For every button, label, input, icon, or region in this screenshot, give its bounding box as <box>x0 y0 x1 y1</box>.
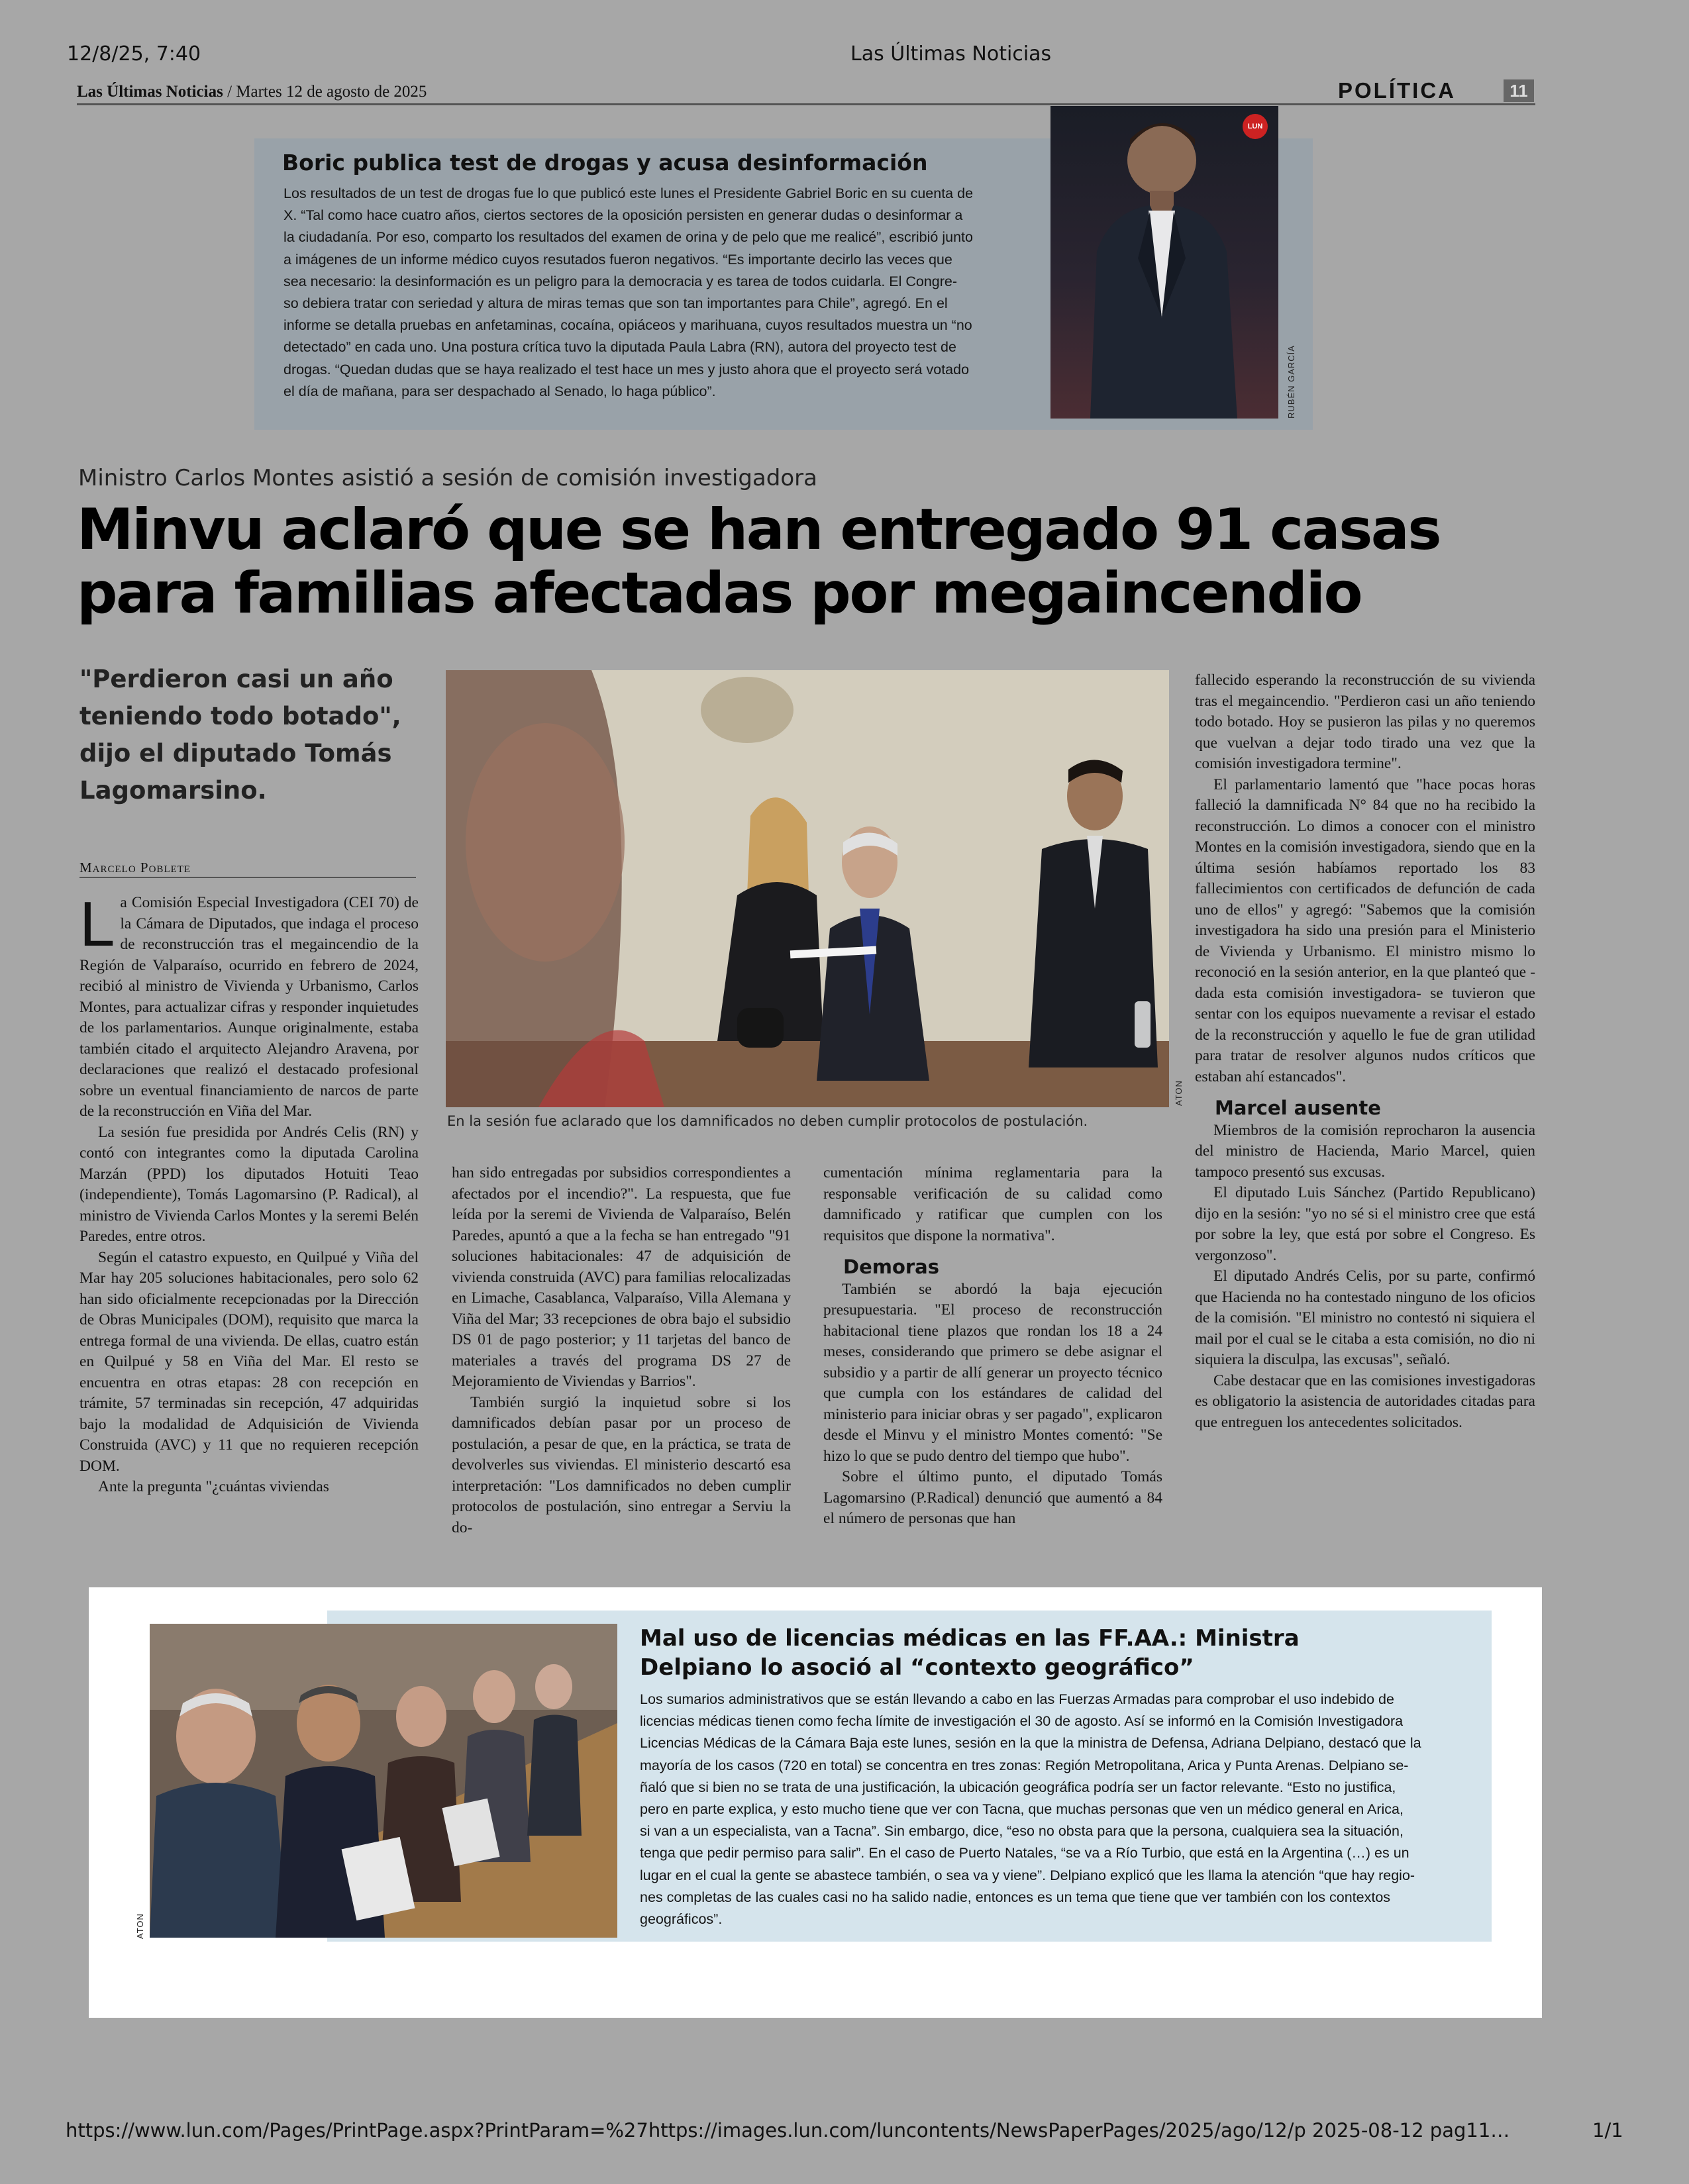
column-3-paragraph-2: También se abordó la baja ejecución presupuestaria. "El proceso de reconstrucción habitacional tiene plazos que rondan los 18 a 24 meses, considerando que primero se debe asignar el subsidio y a partir de allí generar un proyecto técnico que cumpla con los estándares de calidad del ministerio para iniciar obras y ser pagado", explicaron desde el Minvu y el ministro Montes comentó: "Se hizo lo que se pudo dentro del tiempo que hubo". <box>823 1280 1162 1465</box>
top-box-line: sea necesario: la desinformación es un peligro para la democracia y es tarea de todos cuidarla. El Congre- <box>283 273 958 289</box>
column-3-paragraph-3: Sobre el último punto, el diputado Tomás Lagomarsino (P.Radical) denunció que aumentó a 84 el número de personas que han <box>823 1468 1162 1527</box>
bottom-box-line: lugar en el cual la gente se abastece también, o sea va y viene”. Delpiano explicó que les llama la atención “que hay regio- <box>640 1867 1415 1883</box>
byline-rule <box>79 877 416 878</box>
bottom-headline-line-2: Delpiano lo asoció al “contexto geográfico” <box>640 1654 1194 1681</box>
column-3-paragraph-1: cumentación mínima reglamentaria para la responsable verificación de su calidad como damnificado y ratificar que cumplen con los requisitos que dispone la normativa". <box>823 1164 1162 1244</box>
top-box-headline: Boric publica test de drogas y acusa desinformación <box>282 150 928 175</box>
column-2-paragraph-2: También surgió la inquietud sobre si los damnificados debían pasar por un proceso de postulación, a pesar de que, en la práctica, se trata de devolverles sus viviendas. El ministerio descartó esa interpretación: "Los damnificados no deben cumplir protocolos de postulación, sino entregar a Serviu la do- <box>452 1393 791 1536</box>
column-2-paragraph-1: han sido entregadas por subsidios correspondientes a afectados por el incendio?". La respuesta, que fue leída por la seremi de Vivienda de Valparaíso, Belén Paredes, apuntó a que a la fecha se han entregado "91 soluciones habitacionales: 47 de adquisición de vivienda construida (AVC) para familias relocalizadas en Limache, Casablanca, Valparaíso, Villa Alemana y Viña del Mar; 33 recepciones de obra bajo el subsidio DS 01 de pago posterior; y 11 tarjetas del banco de materiales a través del programa DS 27 de Mejoramiento de Viviendas y Barrios". <box>452 1164 791 1390</box>
bottom-box-headline <box>640 1624 1300 1682</box>
boric-photo <box>1050 106 1278 419</box>
bottom-box-line: Los sumarios administrativos que se están llevando a cabo en las Fuerzas Armadas para comprobar el uso indebido de <box>640 1691 1394 1707</box>
column-1-paragraph-3: Según el catastro expuesto, en Quilpué y Viña del Mar hay 205 soluciones habitacionales, pero solo 62 han sido oficialmente recepcionadas por la Dirección de Obras Municipales (DOM), requisito que marca la entrega formal de una vivienda. De ellas, cuatro están en Quilpué y 58 en Viña del Mar. El resto se encuentra en otras etapas: 28 con recepción en trámite, 57 terminadas sin recepción, 47 adquiridas bajo la modalidad de Adquisición de Vivienda Construida (AVC) y 11 que no requieren recepción DOM. <box>79 1248 419 1475</box>
boric-figure <box>1050 106 1278 419</box>
column-4-paragraph-2: El parlamentario lamentó que "hace pocas horas falleció la damnificada N° 84 que no ha recibido la reconstrucción. Lo dimos a conocer con el ministro Montes en la comisión investigadora, siendo que en la última sesión habíamos reportado los 83 fallecimientos con certificados de defunción de cada uno de ellos" y agregó: "Sabemos que la comisión investigadora ha sido una presión para el Ministerio de Vivienda y Urbanismo. El ministro mismo lo reconoció en la sesión anterior, en la que planteó que -dada esta comisión investigadora- se tuvieron que sentar con los equipos nuevamente a revisar el estado de la reconstrucción y aquello le fue de gran utilidad para tratar de resolver algunos nudos críticos que estaban ahí estancados". <box>1195 775 1535 1085</box>
top-box-body <box>283 183 1039 403</box>
photo-caption: En la sesión fue aclarado que los damnificados no deben cumplir protocolos de postulación. <box>447 1113 1088 1129</box>
bottom-box-line: Licencias Médicas de la Cámara Baja este lunes, sesión en la que la ministra de Defensa, Adriana Delpiano, destacó que la <box>640 1735 1421 1752</box>
bottom-box-line: mayoría de los casos (720 en total) se concentra en tres zonas: Región Metropolitana, Arica y Punta Arenas. Delpiano se- <box>640 1757 1409 1773</box>
top-photo-credit: RUBÉN GARCÍA <box>1286 345 1296 419</box>
bottom-box-body <box>640 1689 1478 1930</box>
bottom-box-line: nes completas de las cuales casi no ha salido nadie, entonces es un tema que tiene que ver también con los contextos <box>640 1889 1391 1905</box>
pull-quote: "Perdieron casi un año teniendo todo botado", dijo el diputado Tomás Lagomarsino. <box>79 665 401 805</box>
column-1-text: a Comisión Especial Investigadora (CEI 70) de la Cámara de Diputados, que indaga el proceso de reconstrucción tras el megaincendio de la Región de Valparaíso, ocurrido en febrero de 2024, recibió al ministro de Vivienda y Urbanismo, Carlos Montes, para actualizar cifras y responder inquietudes de los parlamentarios. Aunque originalmente, estaba también citado el arquitecto Alejandro Aravena, por declaraciones que realizó el destacado profesional sobre un eventual financiamiento de narcos de parte de la reconstrucción en Viña del Mar. <box>79 894 419 1120</box>
top-box-line: informe se detalla pruebas en anfetaminas, cocaína, opiáceos y marihuana, cuyos resultados muestra un “no <box>283 317 972 334</box>
print-page-count: 1/1 <box>1592 2119 1623 2142</box>
subhead-marcel-ausente: Marcel ausente <box>1215 1097 1381 1119</box>
drop-cap: L <box>79 889 115 960</box>
page-number: 11 <box>1504 79 1534 102</box>
session-scene <box>446 670 1169 1107</box>
masthead <box>77 83 427 101</box>
defense-photo <box>150 1624 617 1938</box>
masthead-date: / Martes 12 de agosto de 2025 <box>223 83 427 101</box>
top-box-line: a imágenes de un informe médico cuyos resutados fueron negativos. “Es importante decirlo las veces que <box>283 251 952 268</box>
column-1-paragraph-1 <box>79 889 419 1122</box>
main-headline <box>77 498 1440 625</box>
column-4-paragraph-5: El diputado Andrés Celis, por su parte, confirmó que Hacienda no ha contestado ninguno de los oficios de la comisión. "El ministro no contestó ni siquiera el mail por el cual se le citaba a esta comisión, no dio ni siquiera la disculpa, las excusas", señaló. <box>1195 1267 1535 1368</box>
top-box-line: so debiera tratar con seriedad y altura de miras temas que son tan importantes para Chile”, agregó. En el <box>283 295 948 312</box>
article-column-2 <box>452 1163 791 1538</box>
session-photo <box>446 670 1169 1107</box>
top-box-line: Los resultados de un test de drogas fue lo que publicó este lunes el Presidente Gabriel Boric en su cuenta de <box>283 185 974 201</box>
top-box-line: X. “Tal como hace cuatro años, ciertos sectores de la oposición persisten en generar dudas o desinformar a <box>283 207 963 224</box>
article-column-3 <box>823 1163 1162 1530</box>
masthead-rule <box>77 103 1535 105</box>
print-page-title: Las Últimas Noticias <box>850 42 1052 66</box>
top-box-line: detectado” en cada uno. Una postura crítica tuvo la diputada Paula Labra (RN), autora del proyecto test de <box>283 339 956 356</box>
defense-scene <box>150 1624 617 1938</box>
subhead-demoras: Demoras <box>843 1256 940 1278</box>
top-box-line: la ciudadanía. Por eso, comparto los resultados del examen de orina y de pelo que me realicé”, escribió junto <box>283 229 973 246</box>
bottom-box-line: pero en parte explica, y esto mucho tiene que ver con Tacna, que muchas personas que ven un médico general en Arica, <box>640 1801 1404 1818</box>
section-label: POLÍTICA <box>1338 78 1456 103</box>
column-4-paragraph-4: El diputado Luis Sánchez (Partido Republicano) dijo en la sesión: "yo no sé si el ministro cree que está por sobre la ley, que está por sobre el Congreso. Es vergonzoso". <box>1195 1184 1535 1264</box>
main-photo-credit: ATON <box>1174 1080 1184 1106</box>
bottom-box-line: si van a un especialista, van a Tacna”. Sin embargo, dice, “eso no obsta para que la persona, cualquiera sea la situación, <box>640 1823 1404 1840</box>
print-datetime: 12/8/25, 7:40 <box>67 42 201 66</box>
top-box-line: drogas. “Quedan dudas que se haya realizado el test hace un mes y justo ahora que el proyecto será votado <box>283 361 970 377</box>
column-1-paragraph-2: La sesión fue presidida por Andrés Celis (RN) y contó con integrantes como la diputada Carolina Marzán (PPD) los diputados Hotuiti Teao (independiente), Tomás Lagomarsino (P. Radical), al ministro de Vivienda Carlos Montes y la seremi Belén Paredes, entre otros. <box>79 1123 419 1245</box>
bottom-headline-line-1: Mal uso de licencias médicas en las FF.AA.: Ministra <box>640 1625 1300 1652</box>
bottom-photo-credit: ATON <box>135 1913 145 1939</box>
main-headline-line-1: Minvu aclaró que se han entregado 91 casas <box>77 497 1441 563</box>
bottom-box-line: ñaló que si bien no se trata de una justificación, la ubicación geográfica podría ser un factor relevante. “Esto no justifica, <box>640 1779 1396 1795</box>
article-column-1 <box>79 889 419 1498</box>
column-4-paragraph-6: Cabe destacar que en las comisiones investigadoras es obligatorio la asistencia de autoridades citadas para que entreguen los antecedentes solicitados. <box>1195 1371 1535 1431</box>
column-1-paragraph-4: Ante la pregunta "¿cuántas viviendas <box>98 1478 329 1495</box>
article-column-4 <box>1195 670 1535 1433</box>
bottom-box-line: licencias médicas tienen como fecha límite de investigación el 30 de agosto. Así se informó en la Comisión Investigadora <box>640 1713 1404 1730</box>
byline: Marcelo Poblete <box>79 860 191 875</box>
print-url[interactable]: https://www.lun.com/Pages/PrintPage.aspx?PrintParam=%27https://images.lun.com/luncontents/NewsPaperPages/2025/ago/12/p 2025-08-12 pag11… <box>66 2119 1510 2142</box>
lun-logo: LUN <box>1243 114 1268 139</box>
bottom-box-line: tenga que pedir permiso para salir”. En el caso de Puerto Natales, “se va a Río Turbio, que está en la Argentina (…) es un <box>640 1845 1409 1861</box>
column-4-paragraph-3: Miembros de la comisión reprocharon la ausencia del ministro de Hacienda, Mario Marcel, quien tampoco presentó sus excusas. <box>1195 1121 1535 1181</box>
main-headline-line-2: para familias afectadas por megaincendio <box>77 560 1362 626</box>
top-box-line: el día de mañana, para ser despachado al Senado, lo haga público”. <box>283 383 716 399</box>
masthead-paper: Las Últimas Noticias <box>77 83 223 101</box>
kicker: Ministro Carlos Montes asistió a sesión de comisión investigadora <box>78 465 817 491</box>
column-4-paragraph-1: fallecido esperando la reconstrucción de su vivienda tras el megaincendio. "Perdieron casi un año teniendo todo botado. Hoy se pusieron las pilas y no queremos que vuelvan a dejar todo tirado una vez que la comisión investigadora termine". <box>1195 671 1535 772</box>
bottom-box-line: geográficos”. <box>640 1911 723 1928</box>
